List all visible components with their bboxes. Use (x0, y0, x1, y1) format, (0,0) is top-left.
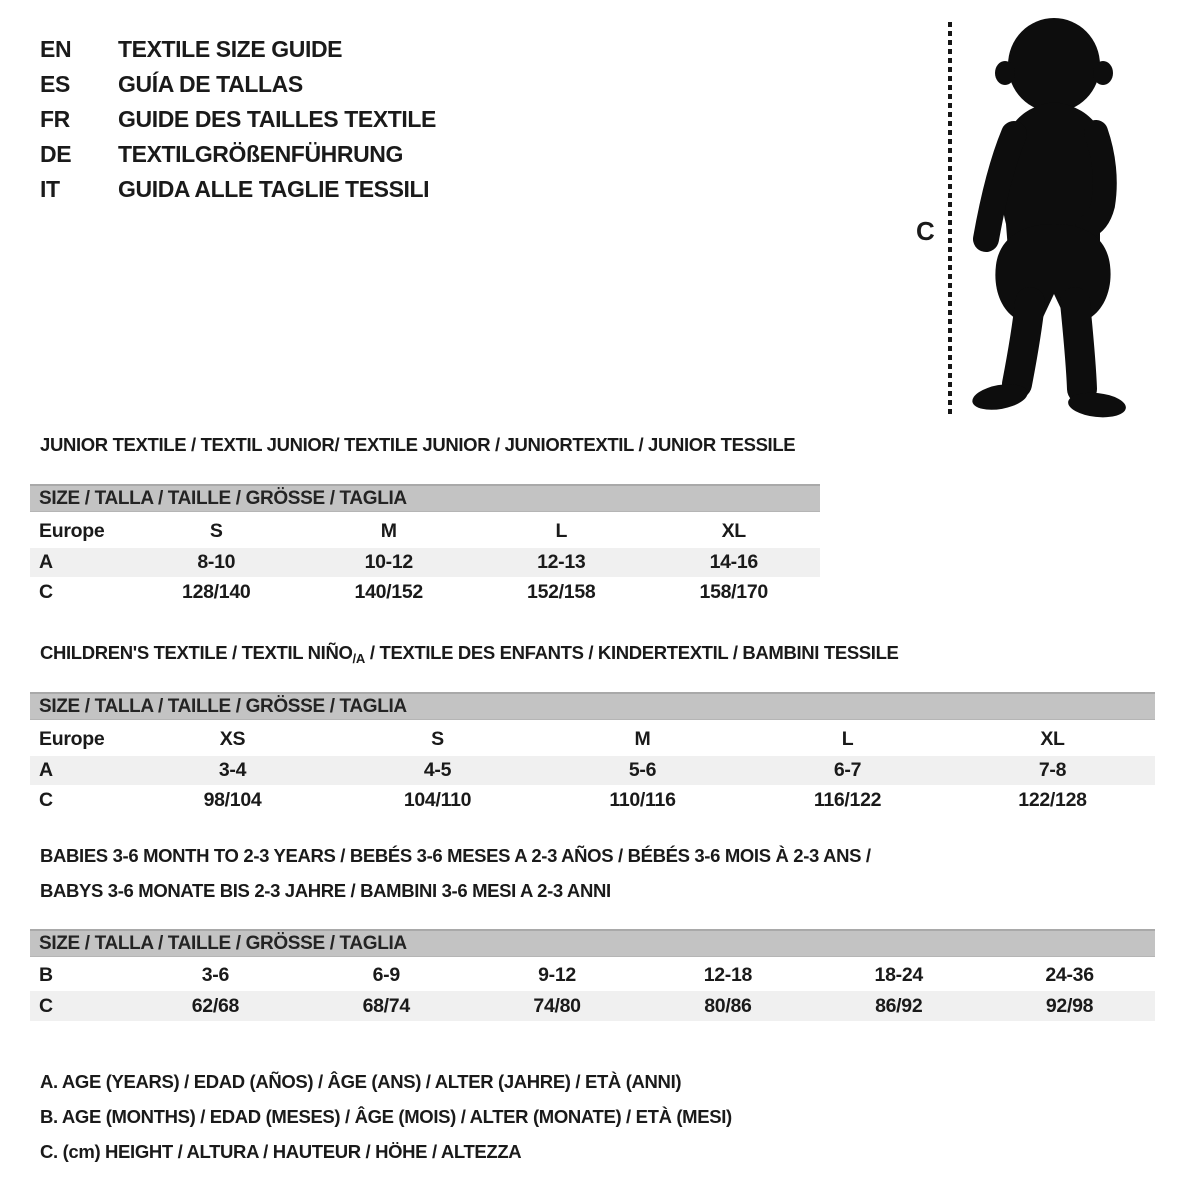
height-cell: 74/80 (533, 994, 581, 1017)
height-measure-dashed-line (948, 22, 952, 415)
size-header-bar (30, 484, 820, 512)
height-cell: 62/68 (191, 994, 240, 1017)
size-header-label: SIZE / TALLA / TAILLE / GRÖSSE / TAGLIA (39, 695, 407, 717)
measurement-legend (40, 1071, 732, 1176)
row-label: Europe (39, 728, 105, 750)
table-row-europe (30, 515, 820, 548)
row-label: Europe (39, 520, 105, 542)
children-size-table (30, 692, 1155, 816)
page-title-de: TEXTILGRÖßENFÜHRUNG (118, 141, 403, 167)
language-code: FR (40, 106, 70, 132)
age-cell: 10-12 (364, 551, 413, 573)
age-cell: 5-6 (628, 759, 657, 781)
table-row-age-years (30, 548, 820, 577)
row-label: B (39, 964, 53, 986)
children-title-subscript: /A (352, 651, 366, 666)
language-code: IT (40, 176, 60, 202)
junior-size-table (30, 484, 820, 608)
height-cell: 68/74 (362, 994, 410, 1017)
size-header-bar (30, 929, 1155, 957)
babies-size-table (30, 929, 1155, 1021)
toddler-silhouette-image (953, 12, 1147, 422)
height-cell: 98/104 (203, 789, 262, 811)
height-cell: 110/116 (609, 789, 676, 811)
age-cell: 4-5 (423, 759, 452, 781)
language-row-de (40, 137, 436, 172)
language-row-it (40, 172, 436, 207)
babies-section-title-line1: BABIES 3-6 MONTH TO 2-3 YEARS / BEBÉS 3-6 MESES A 2-3 AÑOS / BÉBÉS 3-6 MOIS À 2-3 ANS / (40, 845, 871, 866)
size-cell: L (555, 520, 568, 542)
size-cell: L (841, 728, 854, 750)
language-title-list (40, 32, 436, 207)
size-cell: XS (219, 728, 246, 750)
row-label: C (39, 994, 53, 1017)
age-cell: 14-16 (709, 551, 758, 573)
size-cell: M (380, 520, 397, 542)
height-cell: 86/92 (875, 994, 923, 1017)
size-cell: XL (721, 520, 746, 542)
size-cell: M (634, 728, 651, 750)
size-cell: S (431, 728, 444, 750)
table-row-age-months (30, 960, 1155, 991)
height-cell: 122/128 (1018, 789, 1087, 811)
row-label: A (39, 551, 53, 573)
legend-line-age-months: B. AGE (MONTHS) / EDAD (MESES) / ÂGE (MOIS) / ALTER (MONATE) / ETÀ (MESI) (40, 1106, 732, 1127)
row-label: C (39, 789, 53, 811)
language-row-fr (40, 102, 436, 137)
height-cell: 92/98 (1045, 994, 1094, 1017)
age-cell: 6-7 (833, 759, 862, 781)
age-cell: 3-4 (218, 759, 247, 781)
page-title-en: TEXTILE SIZE GUIDE (118, 36, 343, 62)
language-code: DE (40, 141, 72, 167)
age-cell: 3-6 (201, 964, 230, 986)
table-row-europe (30, 723, 1155, 756)
row-label: C (39, 581, 53, 603)
height-cell: 152/158 (527, 581, 596, 603)
age-cell: 9-12 (538, 964, 576, 986)
age-cell: 12-18 (703, 964, 753, 986)
page-title-it: GUIDA ALLE TAGLIE TESSILI (118, 176, 430, 202)
size-header-bar (30, 692, 1155, 720)
height-cell: 116/122 (813, 789, 882, 811)
height-cell: 80/86 (704, 994, 752, 1017)
language-code: EN (40, 36, 72, 62)
height-cell: 128/140 (182, 581, 251, 603)
language-row-en (40, 32, 436, 67)
age-cell: 18-24 (874, 964, 923, 986)
table-row-age-years (30, 756, 1155, 785)
height-cell: 140/152 (354, 581, 423, 603)
page-title-fr: GUIDE DES TAILLES TEXTILE (118, 106, 436, 132)
table-row-height (30, 577, 820, 608)
height-cell: 158/170 (699, 581, 768, 603)
size-cell: S (209, 520, 223, 542)
page-title-es: GUÍA DE TALLAS (118, 71, 303, 97)
age-cell: 24-36 (1045, 964, 1094, 986)
table-row-height (30, 991, 1155, 1021)
language-row-es (40, 67, 436, 102)
size-header-label: SIZE / TALLA / TAILLE / GRÖSSE / TAGLIA (39, 932, 407, 954)
age-cell: 8-10 (197, 551, 236, 573)
age-cell: 12-13 (537, 551, 586, 573)
children-title-main: CHILDREN'S TEXTILE / TEXTIL NIÑO (40, 642, 353, 663)
row-label: A (39, 759, 53, 781)
table-row-height (30, 785, 1155, 816)
height-measure-label: C (916, 216, 935, 246)
size-cell: XL (1040, 728, 1065, 750)
legend-line-height: C. (cm) HEIGHT / ALTURA / HAUTEUR / HÖHE / ALTEZZA (40, 1141, 522, 1162)
babies-section-title-line2: BABYS 3-6 MONATE BIS 2-3 JAHRE / BAMBINI 3-6 MESI A 2-3 ANNI (40, 880, 611, 901)
legend-line-age-years: A. AGE (YEARS) / EDAD (AÑOS) / ÂGE (ANS) / ALTER (JAHRE) / ETÀ (ANNI) (40, 1071, 682, 1092)
language-code: ES (40, 71, 70, 97)
children-title-rest: / TEXTILE DES ENFANTS / KINDERTEXTIL / BAMBINI TESSILE (365, 642, 899, 663)
junior-section-title: JUNIOR TEXTILE / TEXTIL JUNIOR/ TEXTILE JUNIOR / JUNIORTEXTIL / JUNIOR TESSILE (40, 434, 796, 455)
size-header-label: SIZE / TALLA / TAILLE / GRÖSSE / TAGLIA (39, 487, 407, 509)
children-section-title (40, 642, 899, 666)
age-cell: 7-8 (1038, 759, 1067, 781)
height-cell: 104/110 (403, 789, 472, 811)
age-cell: 6-9 (372, 964, 400, 986)
